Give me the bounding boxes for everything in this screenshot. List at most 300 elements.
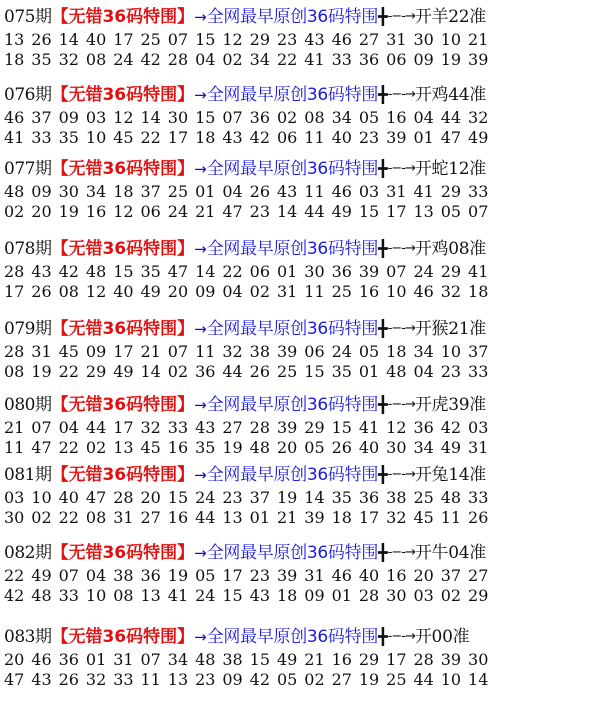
number-cell: 21 [468,30,489,49]
number-cell: 48 [249,438,271,457]
number-cell: 32 [222,342,243,361]
number-cell: 43 [31,670,52,689]
bracket-open: 【 [51,7,69,27]
number-cell: 05 [276,670,298,689]
number-cell: 14 [58,30,79,49]
period-label: 077期 [4,159,52,179]
number-row [4,202,592,222]
number-cell: 17 [358,508,380,527]
number-cell: 14 [304,488,325,507]
number-cell: 05 [304,438,325,457]
plus-icon: ╋ [378,395,388,414]
number-cell: 29 [468,586,489,605]
period-header [4,316,592,342]
bracket-close: 】 [177,239,195,259]
number-cell: 46 [4,108,25,127]
number-cell: 16 [167,508,189,527]
number-cell: 42 [58,262,79,281]
number-cell: 07 [386,262,407,281]
number-cell: 36 [249,108,271,127]
number-cell: 42 [249,128,271,147]
result-label: 开虎39准 [414,395,486,415]
number-row [4,488,592,508]
period-block [4,4,592,70]
number-cell: 23 [249,566,271,585]
number-cell: 48 [85,262,107,281]
number-cell: 14 [195,262,216,281]
number-cell: 13 [167,670,189,689]
result-label: 开猴21准 [414,319,486,339]
number-cell: 14 [140,108,161,127]
number-cell: 32 [140,418,161,437]
number-cell: 14 [140,362,161,381]
number-cell: 44 [440,108,462,127]
number-cell: 34 [413,342,434,361]
number-row [4,342,592,362]
number-row [4,566,592,586]
period-block [4,82,592,148]
number-cell: 46 [331,566,352,585]
period-block [4,236,592,302]
result-label: 开兔14准 [414,465,486,485]
number-cell: 22 [140,128,161,147]
title-text: 无错36码特围 [68,85,178,105]
number-cell: 09 [85,342,107,361]
number-cell: 05 [358,342,380,361]
number-cell: 34 [331,108,352,127]
number-cell: 35 [331,488,352,507]
number-cell: 44 [413,670,434,689]
number-cell: 11 [304,128,325,147]
number-cell: 16 [331,650,352,669]
number-cell: 42 [249,670,271,689]
number-cell: 43 [222,128,243,147]
number-row [4,282,592,302]
number-cell: 25 [413,488,434,507]
number-cell: 23 [358,128,380,147]
number-cell: 24 [413,262,434,281]
number-cell: 33 [468,362,489,381]
number-cell: 44 [304,202,325,221]
number-cell: 02 [4,202,25,221]
number-cell: 45 [140,438,161,457]
number-cell: 43 [249,586,271,605]
number-row [4,438,592,458]
number-cell: 15 [249,650,271,669]
period-label: 075期 [4,7,52,27]
number-cell: 41 [167,586,189,605]
number-cell: 35 [58,128,79,147]
number-row [4,418,592,438]
number-cell: 41 [304,50,325,69]
number-cell: 02 [85,438,107,457]
number-cell: 18 [113,182,134,201]
number-cell: 07 [140,650,161,669]
number-cell: 26 [249,362,271,381]
number-cell: 35 [31,50,52,69]
number-cell: 01 [85,650,107,669]
number-cell: 47 [4,670,25,689]
plus-icon: ╋ [378,543,388,562]
number-cell: 45 [413,508,434,527]
number-cell: 36 [195,362,216,381]
number-row [4,30,592,50]
period-block [4,392,592,458]
bracket-open: 【 [51,159,69,179]
number-cell: 26 [31,282,52,301]
bracket-open: 【 [51,627,69,647]
number-cell: 02 [31,508,52,527]
number-cell: 21 [195,202,216,221]
number-cell: 33 [331,50,352,69]
period-label: 078期 [4,239,52,259]
number-cell: 40 [331,128,352,147]
number-cell: 36 [331,262,352,281]
number-row [4,182,592,202]
number-cell: 23 [195,670,216,689]
number-cell: 28 [113,488,134,507]
result-label: 开羊22准 [414,7,486,27]
number-cell: 31 [276,282,298,301]
number-row [4,586,592,606]
number-cell: 13 [413,202,434,221]
plus-icon: ╋ [378,319,388,338]
number-cell: 29 [358,650,380,669]
dash-arrow-icon: -−-→ [387,161,415,176]
number-cell: 27 [222,418,243,437]
number-cell: 48 [195,650,216,669]
number-cell: 31 [386,30,407,49]
number-cell: 46 [31,650,52,669]
number-cell: 28 [249,418,271,437]
dash-arrow-icon: -−-→ [387,629,415,644]
number-cell: 02 [167,362,189,381]
number-cell: 25 [331,282,352,301]
number-cell: 09 [413,50,434,69]
title-text: 无错36码特围 [68,7,178,27]
number-cell: 48 [386,362,407,381]
number-cell: 29 [249,30,271,49]
number-cell: 24 [331,342,352,361]
number-cell: 05 [358,108,380,127]
period-header [4,624,592,650]
number-row [4,128,592,148]
number-cell: 23 [222,488,243,507]
title-text: 无错36码特围 [68,159,178,179]
period-header [4,540,592,566]
number-cell: 39 [304,508,325,527]
period-block [4,156,592,222]
number-cell: 38 [222,650,243,669]
number-cell: 36 [140,566,161,585]
arrow-icon: → [194,320,207,338]
number-cell: 37 [140,182,161,201]
number-cell: 15 [222,586,243,605]
result-label: 开蛇12准 [414,159,486,179]
number-cell: 35 [195,438,216,457]
slogan-text: 全网最早原创36码特围 [206,239,379,259]
number-cell: 03 [4,488,25,507]
bracket-close: 】 [177,465,195,485]
number-cell: 49 [331,202,352,221]
number-cell: 01 [249,508,271,527]
number-cell: 41 [358,418,380,437]
number-cell: 25 [386,670,407,689]
number-row [4,670,592,690]
number-cell: 26 [31,30,52,49]
number-cell: 13 [4,30,25,49]
number-cell: 33 [58,586,79,605]
number-cell: 33 [113,670,134,689]
number-row [4,650,592,670]
period-block [4,624,592,690]
number-cell: 40 [85,30,107,49]
number-cell: 48 [31,586,52,605]
number-cell: 13 [140,586,161,605]
result-label: 开牛04准 [414,543,486,563]
number-cell: 09 [222,670,243,689]
number-cell: 17 [113,342,134,361]
number-cell: 36 [58,650,79,669]
number-cell: 01 [331,586,352,605]
number-cell: 21 [304,650,325,669]
number-cell: 16 [386,108,407,127]
number-cell: 06 [386,50,407,69]
number-cell: 31 [31,342,52,361]
number-cell: 03 [468,418,489,437]
number-row [4,262,592,282]
number-cell: 12 [386,418,407,437]
number-cell: 18 [195,128,216,147]
number-cell: 16 [386,566,407,585]
number-cell: 22 [58,362,79,381]
number-cell: 15 [304,362,325,381]
number-cell: 49 [31,566,52,585]
number-cell: 27 [331,670,352,689]
number-cell: 02 [222,50,243,69]
number-cell: 28 [167,50,189,69]
number-cell: 18 [468,282,489,301]
number-cell: 07 [31,418,52,437]
number-cell: 08 [304,108,325,127]
number-cell: 01 [413,128,434,147]
dash-arrow-icon: -−-→ [387,87,415,102]
number-cell: 15 [358,202,380,221]
number-cell: 37 [468,342,489,361]
slogan-text: 全网最早原创36码特围 [206,395,379,415]
dash-arrow-icon: -−-→ [387,321,415,336]
number-cell: 22 [4,566,25,585]
number-cell: 10 [85,128,107,147]
number-cell: 04 [222,282,243,301]
number-cell: 04 [222,182,243,201]
number-cell: 23 [440,362,462,381]
number-cell: 30 [413,30,434,49]
number-cell: 07 [167,30,189,49]
period-header [4,236,592,262]
number-cell: 40 [358,566,380,585]
number-cell: 37 [31,108,52,127]
number-cell: 36 [358,488,380,507]
slogan-text: 全网最早原创36码特围 [206,85,379,105]
number-cell: 42 [440,418,462,437]
number-cell: 06 [249,262,271,281]
number-cell: 16 [167,438,189,457]
title-text: 无错36码特围 [68,627,178,647]
number-cell: 39 [276,342,298,361]
period-label: 080期 [4,395,52,415]
number-cell: 49 [440,438,462,457]
number-cell: 19 [358,670,380,689]
number-cell: 47 [31,438,52,457]
arrow-icon: → [194,86,207,104]
number-cell: 07 [58,566,79,585]
number-cell: 46 [331,30,352,49]
number-cell: 39 [468,50,489,69]
result-label: 开鸡08准 [414,239,486,259]
slogan-text: 全网最早原创36码特围 [206,7,379,27]
number-cell: 36 [413,418,434,437]
number-cell: 41 [413,182,434,201]
number-cell: 49 [140,282,161,301]
number-cell: 16 [85,202,107,221]
title-text: 无错36码特围 [68,465,178,485]
number-cell: 19 [440,50,462,69]
number-cell: 17 [167,128,189,147]
number-cell: 22 [58,508,79,527]
number-cell: 39 [440,650,462,669]
number-cell: 10 [440,342,462,361]
number-cell: 29 [85,362,107,381]
number-cell: 18 [4,50,25,69]
number-cell: 10 [386,282,407,301]
number-cell: 03 [413,586,434,605]
number-cell: 14 [276,202,298,221]
number-cell: 31 [304,566,325,585]
number-cell: 37 [440,566,462,585]
arrow-icon: → [194,8,207,26]
number-cell: 34 [249,50,271,69]
number-cell: 02 [304,670,325,689]
number-cell: 31 [386,182,407,201]
bracket-close: 】 [177,627,195,647]
number-cell: 19 [167,566,189,585]
bracket-open: 【 [51,543,69,563]
bracket-close: 】 [177,543,195,563]
number-cell: 28 [4,262,25,281]
number-cell: 12 [222,30,243,49]
number-cell: 46 [413,282,434,301]
number-cell: 36 [358,50,380,69]
number-cell: 45 [113,128,134,147]
number-cell: 09 [31,182,52,201]
dash-arrow-icon: -−-→ [387,397,415,412]
bracket-close: 】 [177,395,195,415]
number-cell: 28 [358,586,380,605]
number-cell: 40 [358,438,380,457]
number-cell: 33 [31,128,52,147]
number-cell: 09 [195,282,216,301]
number-cell: 31 [113,650,134,669]
number-cell: 12 [113,202,134,221]
period-label: 079期 [4,319,52,339]
number-cell: 18 [276,586,298,605]
number-cell: 04 [413,362,434,381]
bracket-open: 【 [51,465,69,485]
plus-icon: ╋ [378,159,388,178]
number-cell: 15 [167,488,189,507]
slogan-text: 全网最早原创36码特围 [206,543,379,563]
number-cell: 34 [85,182,107,201]
number-cell: 22 [58,438,79,457]
number-cell: 26 [331,438,352,457]
number-cell: 33 [167,418,189,437]
number-cell: 20 [413,566,434,585]
number-cell: 31 [113,508,134,527]
number-cell: 43 [195,418,216,437]
number-cell: 26 [58,670,79,689]
number-cell: 49 [113,362,134,381]
period-header [4,82,592,108]
number-cell: 39 [358,262,380,281]
number-cell: 47 [222,202,243,221]
dash-arrow-icon: -−-→ [387,545,415,560]
number-cell: 27 [140,508,161,527]
number-cell: 42 [4,586,25,605]
number-cell: 23 [276,30,298,49]
number-cell: 28 [413,650,434,669]
number-row [4,362,592,382]
dash-arrow-icon: -−-→ [387,9,415,24]
bracket-close: 】 [177,7,195,27]
number-cell: 13 [222,508,243,527]
arrow-icon: → [194,544,207,562]
number-cell: 39 [386,128,407,147]
number-cell: 24 [113,50,134,69]
number-cell: 22 [276,50,298,69]
number-cell: 06 [304,342,325,361]
number-cell: 41 [468,262,489,281]
number-cell: 21 [4,418,25,437]
number-cell: 19 [58,202,79,221]
number-cell: 30 [468,650,489,669]
number-cell: 25 [140,30,161,49]
bracket-close: 】 [177,159,195,179]
number-cell: 21 [276,508,298,527]
period-header [4,4,592,30]
dash-arrow-icon: -−-→ [387,467,415,482]
arrow-icon: → [194,466,207,484]
number-cell: 09 [304,586,325,605]
number-cell: 31 [468,438,489,457]
number-cell: 20 [31,202,52,221]
number-cell: 30 [386,586,407,605]
period-label: 082期 [4,543,52,563]
number-cell: 01 [195,182,216,201]
title-text: 无错36码特围 [68,239,178,259]
number-cell: 01 [276,262,298,281]
number-cell: 20 [167,282,189,301]
number-cell: 19 [276,488,298,507]
number-cell: 46 [331,182,352,201]
number-cell: 45 [58,342,79,361]
number-row [4,50,592,70]
bracket-close: 】 [177,85,195,105]
number-cell: 43 [304,30,325,49]
bracket-open: 【 [51,319,69,339]
number-cell: 25 [167,182,189,201]
arrow-icon: → [194,240,207,258]
